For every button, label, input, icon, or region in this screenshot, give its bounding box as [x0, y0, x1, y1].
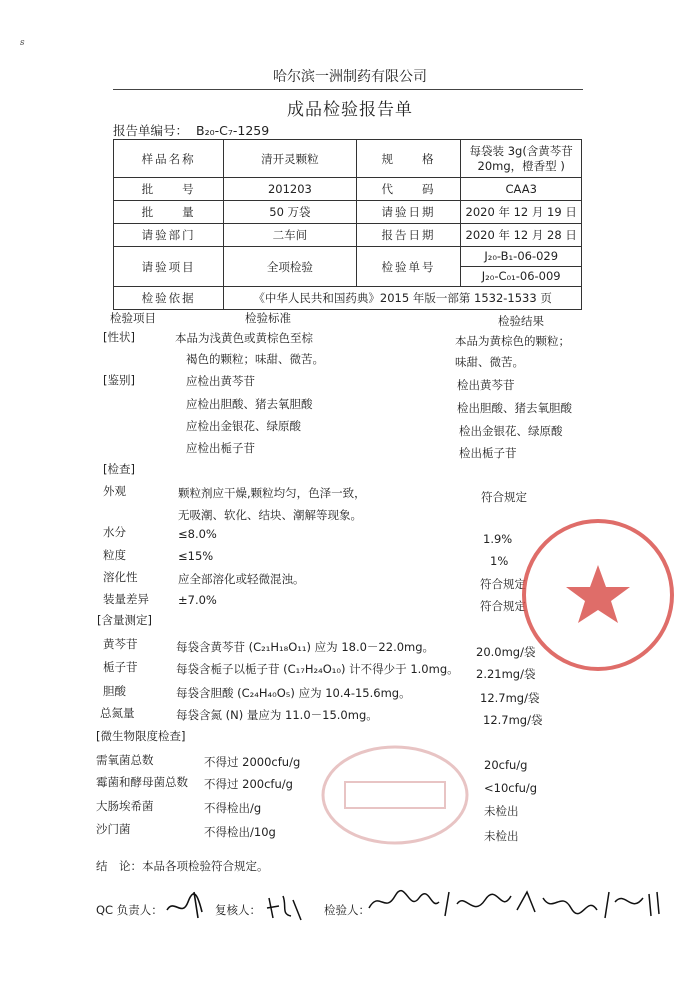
inspector-label: 检验人： — [324, 903, 370, 917]
section-jiancha: [检查] — [103, 462, 135, 476]
shamen-label: 沙门菌 — [96, 822, 131, 836]
report-number-label: 报告单编号： — [113, 123, 189, 138]
xuyang-res: 20cfu/g — [484, 758, 528, 772]
waiguan-label: 外观 — [103, 484, 126, 498]
spec-value — [461, 140, 582, 178]
waiguan-res: 符合规定 — [481, 490, 527, 504]
check-number-1: J₂₀-B₁-06-029 — [461, 247, 581, 267]
meijun-label: 霉菌和酵母菌总数 — [96, 775, 188, 789]
reviewer-label: 复核人： — [215, 903, 261, 917]
inspection-item-value: 全项检验 — [224, 247, 356, 287]
waiguan-std-2: 无吸潮、软化、结块、潮解等现象。 — [178, 508, 362, 522]
xingzhuang-std-2: 褐色的颗粒；味甜、微苦。 — [186, 352, 324, 366]
meijun-res: <10cfu/g — [484, 781, 538, 795]
basis-label: 检验依据 — [114, 287, 224, 310]
header-table — [113, 139, 582, 310]
jianbie-std: 应检出黄芩苷 — [186, 374, 255, 388]
shuifen-std: ≤8.0% — [178, 527, 217, 541]
section-jianbie: [鉴别] — [103, 373, 135, 387]
product-value: 清开灵颗粒 — [224, 140, 356, 178]
jianbie-std: 应检出金银花、绿原酸 — [186, 419, 301, 433]
batch-value: 201203 — [224, 178, 356, 201]
title-divider — [113, 89, 583, 90]
quantity-value: 50 万袋 — [224, 201, 356, 224]
inspector-signatures — [365, 884, 665, 924]
xingzhuang-std-1: 本品为浅黄色或黄棕色至棕 — [175, 331, 313, 345]
check-number-2: J₂₀-C₀₁-06-009 — [481, 269, 561, 283]
dachang-label: 大肠埃希菌 — [96, 799, 154, 813]
shamen-res: 未检出 — [484, 829, 519, 843]
batch-label: 批 号 — [114, 178, 224, 201]
code-value: CAA3 — [461, 178, 582, 201]
shamen-std: 不得检出/10g — [204, 825, 276, 839]
dansuan-res: 12.7mg/袋 — [480, 691, 540, 705]
jianbie-res: 检出栀子苷 — [459, 446, 517, 460]
check-number-value — [461, 247, 582, 287]
reviewer-signature — [265, 892, 305, 922]
section-hanliang: [含量测定] — [97, 613, 152, 627]
meijun-std: 不得过 200cfu/g — [204, 777, 293, 791]
ronghuaxing-label: 溶化性 — [103, 570, 138, 584]
code-label: 代 码 — [356, 178, 461, 201]
col-standard-header: 检验标准 — [245, 311, 291, 325]
inspection-item-label: 请验项目 — [114, 247, 224, 287]
request-date-value: 2020 年 12 月 19 日 — [461, 201, 582, 224]
faded-stamp — [315, 740, 475, 850]
spec-line-2: 20mg，橙香型 ) — [477, 158, 565, 173]
jianbie-res: 检出金银花、绿原酸 — [459, 424, 563, 438]
section-xingzhuang: [性状] — [103, 330, 135, 344]
report-date-label: 报告日期 — [356, 224, 461, 247]
check-number-label: 检验单号 — [356, 247, 461, 287]
ronghuaxing-std: 应全部溶化或轻微混浊。 — [178, 572, 305, 586]
dachang-res: 未检出 — [484, 804, 519, 818]
zhizi-res: 2.21mg/袋 — [476, 667, 536, 681]
huangqin-std: 每袋含黄芩苷 (C₂₁H₁₈O₁₁) 应为 18.0－22.0mg。 — [176, 640, 435, 654]
qc-label: QC 负责人： — [96, 903, 163, 917]
zongdan-res: 12.7mg/袋 — [483, 713, 543, 727]
col-item-header: 检验项目 — [110, 311, 156, 325]
request-date-label: 请验日期 — [356, 201, 461, 224]
xingzhuang-res-2: 味甜、微苦。 — [455, 355, 524, 369]
section-weishengwu: [微生物限度检查] — [96, 729, 186, 743]
lidu-label: 粒度 — [103, 548, 126, 562]
zongdan-label: 总氮量 — [100, 706, 135, 720]
xuyang-std: 不得过 2000cfu/g — [204, 755, 301, 769]
official-stamp — [518, 515, 678, 675]
jianbie-res: 检出胆酸、猪去氧胆酸 — [457, 401, 572, 415]
department-value: 二车间 — [224, 224, 356, 247]
zhizi-std: 每袋含栀子以栀子苷 (C₁₇H₂₄O₁₀) 计不得少于 1.0mg。 — [176, 662, 459, 676]
document-title: 成品检验报告单 — [287, 100, 413, 120]
xingzhuang-res-1: 本品为黄棕色的颗粒； — [455, 334, 570, 348]
conclusion: 结 论：本品各项检验符合规定。 — [96, 859, 269, 873]
dansuan-label: 胆酸 — [103, 684, 126, 698]
report-date-value: 2020 年 12 月 28 日 — [461, 224, 582, 247]
huangqin-res: 20.0mg/袋 — [476, 645, 536, 659]
jianbie-std: 应检出胆酸、猪去氧胆酸 — [186, 397, 313, 411]
jianbie-std: 应检出栀子苷 — [186, 441, 255, 455]
company-name: 哈尔滨一洲制药有限公司 — [273, 69, 427, 85]
zhizi-label: 栀子苷 — [103, 660, 138, 674]
lidu-res: 1% — [490, 554, 509, 568]
ronghuaxing-res: 符合规定 — [480, 577, 526, 591]
zongdan-std: 每袋含氮 (N) 量应为 11.0－15.0mg。 — [176, 708, 378, 722]
report-number — [113, 121, 269, 139]
dachang-std: 不得检出/g — [204, 801, 262, 815]
department-label: 请验部门 — [114, 224, 224, 247]
jianbie-res: 检出黄芩苷 — [457, 378, 515, 392]
zhuangliang-label: 装量差异 — [103, 592, 149, 606]
spec-label: 规 格 — [356, 140, 461, 178]
waiguan-std-1: 颗粒剂应干燥,颗粒均匀，色泽一致， — [178, 486, 366, 500]
quantity-label: 批 量 — [114, 201, 224, 224]
shuifen-res: 1.9% — [483, 532, 513, 546]
dansuan-std: 每袋含胆酸 (C₂₄H₄₀O₅) 应为 10.4-15.6mg。 — [176, 686, 411, 700]
report-number-value: B₂₀-C₇-1259 — [196, 123, 270, 138]
spec-line-1: 每袋装 3g(含黄芩苷 — [469, 143, 573, 158]
corner-mark: 𝑠 — [20, 38, 25, 48]
xuyang-label: 需氧菌总数 — [96, 753, 154, 767]
col-result-header: 检验结果 — [498, 314, 544, 328]
zhuangliang-std: ±7.0% — [178, 593, 217, 607]
basis-value: 《中华人民共和国药典》2015 年版一部第 1532-1533 页 — [224, 287, 582, 310]
product-label: 样品名称 — [114, 140, 224, 178]
zhuangliang-res: 符合规定 — [480, 599, 526, 613]
shuifen-label: 水分 — [103, 525, 126, 539]
lidu-std: ≤15% — [178, 549, 214, 563]
qc-signature — [164, 888, 214, 922]
huangqin-label: 黄芩苷 — [103, 637, 138, 651]
